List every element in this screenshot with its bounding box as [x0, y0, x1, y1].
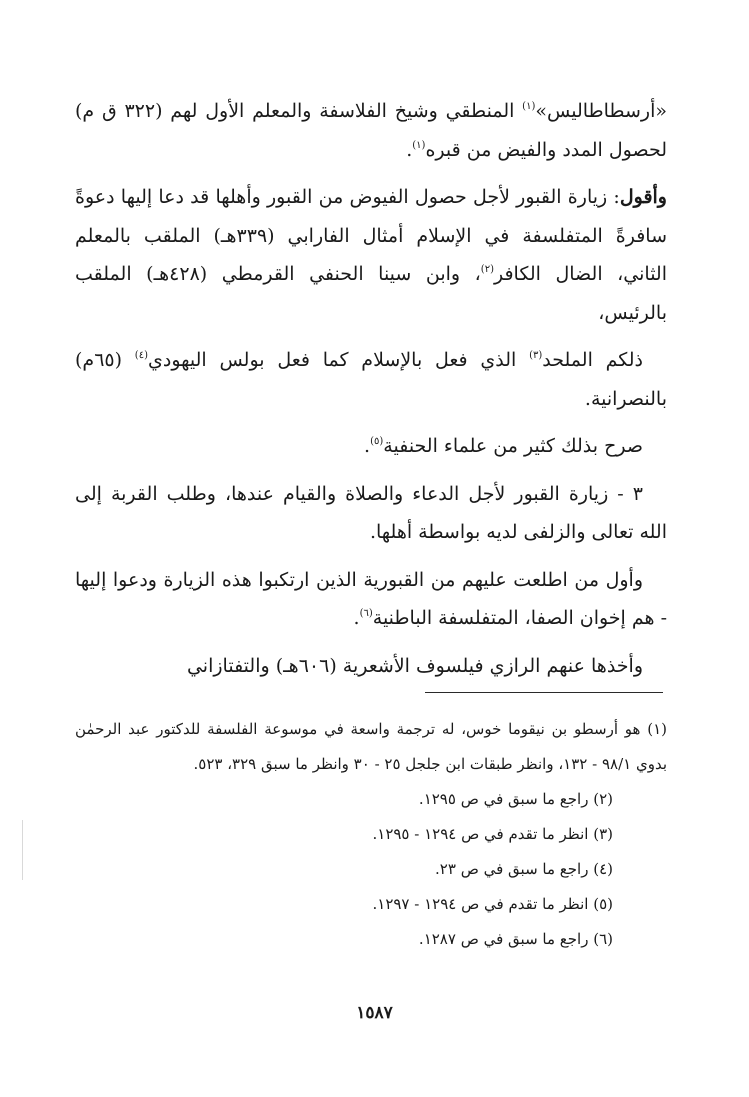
text: الذي فعل بالإسلام كما فعل بولس اليهودي: [147, 349, 530, 371]
text: .: [353, 607, 360, 629]
text: صرح بذلك كثير من علماء الحنفية: [383, 435, 643, 457]
footnote-separator: [425, 692, 663, 693]
scan-edge-mark: [22, 820, 23, 880]
footnote-2: (٢) راجع ما سبق في ص ١٢٩٥.: [418, 790, 613, 808]
text: وأول من اطلعت عليهم من القبورية الذين ارتكبوا هذه الزيارة ودعوا إليها - هم إخوان الصفا، المتفلسفة الباطنية: [75, 568, 667, 629]
footnote-ref[interactable]: (٦): [359, 608, 373, 619]
footnote-3: (٣) انظر ما تقدم في ص ١٢٩٤ - ١٢٩٥.: [372, 825, 613, 843]
main-text: [75, 92, 667, 694]
footnote-ref[interactable]: (٥): [370, 436, 384, 447]
footnote-6: (٦) راجع ما سبق في ص ١٢٨٧.: [418, 930, 613, 948]
footnote-ref[interactable]: (٣): [529, 350, 543, 361]
footnote-1: (١) هو أرسطو بن نيقوما خوس، له ترجمة واسعة في موسوعة الفلسفة للدكتور عبد الرحمٰن بدوي ٩٨/١ - ١٣٢، وانظر طبقات ابن جلجل ٢٥ - ٣٠ وانظر ما سبق ٣٢٩، ٥٢٣.: [75, 720, 667, 773]
text: ، وابن سينا الحنفي القرمطي (٤٢٨هـ) الملقب بالرئيس،: [75, 263, 667, 324]
paragraph-3: [75, 341, 667, 418]
text: وأخذها عنهم الرازي فيلسوف الأشعرية (٦٠٦هـ) والتفتازاني: [186, 654, 643, 677]
footnote-ref[interactable]: (١): [412, 139, 426, 151]
paragraph-5: [75, 475, 667, 552]
footnote-ref[interactable]: (٢): [480, 264, 494, 275]
paragraph-6: [75, 561, 667, 638]
footnote-ref[interactable]: (٤): [134, 350, 148, 361]
paragraph-2: [75, 178, 667, 332]
text: المنطقي وشيخ الفلاسفة والمعلم الأول لهم (٣٢٢ ق م) لحصول المدد والفيض من قبره: [75, 100, 667, 161]
footnote-5: (٥) انظر ما تقدم في ص ١٢٩٤ - ١٢٩٧.: [372, 895, 613, 913]
text: .: [364, 435, 371, 457]
text: ٣ - زيارة القبور لأجل الدعاء والصلاة والقيام عندها، وطلب القربة إلى الله تعالى والزلفى لديه بواسطة أهلها.: [75, 482, 667, 543]
footnote-4: (٤) راجع ما سبق في ص ٢٣.: [435, 860, 613, 878]
paragraph-1: [75, 92, 667, 169]
paragraph-7: [75, 647, 667, 686]
paragraph-4: [75, 427, 667, 466]
text: ذلكم الملحد: [542, 349, 644, 371]
footnote-ref[interactable]: (١): [522, 101, 536, 112]
text: : زيارة القبور لأجل حصول الفيوض من القبور وأهلها قد دعا إليها دعوةً سافرةً المتفلسفة في الإسلام أمثال الفارابي (٣٣٩هـ) الملقب بالمعلم الثاني، الضال الكافر: [75, 186, 668, 285]
text: .: [406, 138, 413, 161]
text: (٦٥م) بالنصرانية.: [75, 349, 667, 410]
text: «أرسطاطاليس»: [535, 100, 668, 122]
footnotes: [75, 712, 667, 957]
page-number: ١٥٨٧: [356, 1003, 393, 1023]
lead-word: وأقول: [619, 186, 667, 208]
